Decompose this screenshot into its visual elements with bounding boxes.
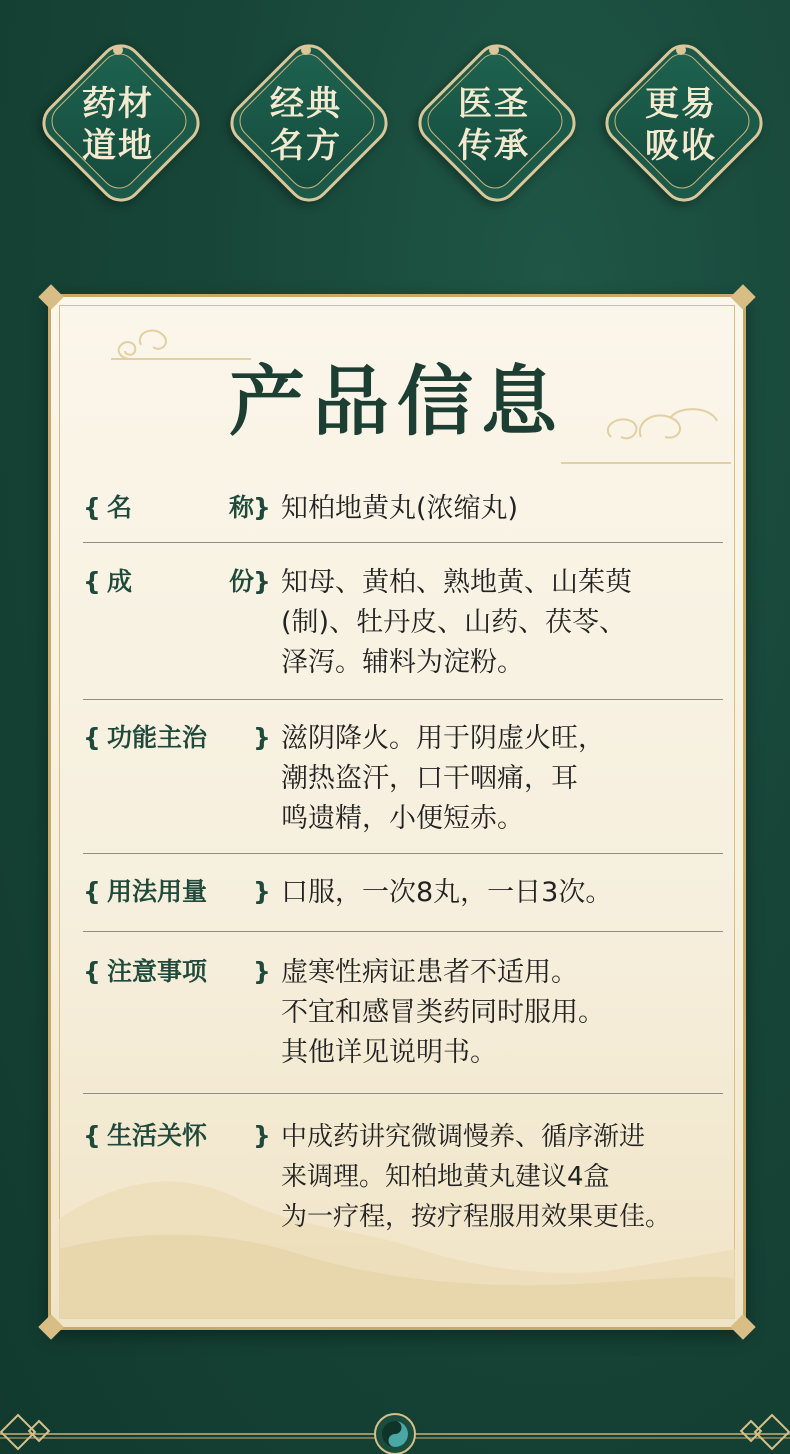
- divider: [83, 542, 723, 543]
- feature-badges: [0, 0, 790, 240]
- row-value: 知柏地黄丸(浓缩丸): [281, 493, 519, 524]
- row-value: 中成药讲究微调慢养、循序渐进 来调理。知柏地黄丸建议4盒 为一疗程，按疗程服用效果更佳。: [281, 1122, 672, 1232]
- bottom-ornament: [0, 1408, 790, 1454]
- badge-line-2: 名方: [270, 126, 342, 166]
- label-char-1: 成: [107, 567, 133, 596]
- divider: [83, 931, 723, 932]
- label-text: 生活关怀: [107, 1121, 208, 1150]
- diamond-ornament-icon: [1, 1415, 49, 1449]
- label-char-2: 份: [229, 567, 255, 596]
- label-char-2: 称: [229, 493, 255, 522]
- label-text: 功能主治: [107, 723, 208, 752]
- badge-line-2: 道地: [82, 126, 154, 166]
- label-char-1: 名: [107, 493, 133, 522]
- card-title: 产品信息: [229, 357, 565, 446]
- product-info-card: 产品信息 { 名 称 } 知柏地黄丸(浓缩丸) { 成 份 } 知母、黄柏、熟地黄、山茱萸 (制)、牡丹皮、山药、茯苓、 泽泻。辅料为淀粉。 { 功能主治 } 滋阴降火。用于阴虚火旺， 潮热盗汗，口干咽痛，耳 鸣遗精，小便短赤。 { 用法用量 } 口服，一次8丸，一日3次。 { 注意事项 } 虚寒性病证患者不适用。 不宜和感冒类药同时服用。 其他详见说明书。 { 生活关怀 } 中成药讲究微调慢养、循序渐进 来调理。知柏地黄丸建议4盒 为一疗程，按疗程服用效果更佳。: [48, 294, 746, 1330]
- label-text: 用法用量: [107, 877, 208, 906]
- badge-line-2: 传承: [458, 126, 530, 166]
- badge-line-1: 医圣: [458, 84, 530, 124]
- row-value: 口服，一次8丸，一日3次。: [281, 877, 613, 908]
- badge-line-1: 药材: [82, 84, 154, 124]
- divider: [83, 699, 723, 700]
- badge-absorption: [596, 35, 766, 205]
- row-value: 知母、黄柏、熟地黄、山茱萸 (制)、牡丹皮、山药、茯苓、 泽泻。辅料为淀粉。: [281, 567, 632, 678]
- badge-heritage: [409, 35, 579, 205]
- row-value: 虚寒性病证患者不适用。 不宜和感冒类药同时服用。 其他详见说明书。: [281, 957, 605, 1068]
- badge-line-1: 经典: [270, 84, 342, 124]
- badge-classic-formula: [221, 35, 391, 205]
- divider: [83, 853, 723, 854]
- row-value: 滋阴降火。用于阴虚火旺， 潮热盗汗，口干咽痛，耳 鸣遗精，小便短赤。: [281, 723, 605, 834]
- diamond-ornament-icon: [741, 1415, 789, 1449]
- yin-yang-icon: [375, 1414, 415, 1454]
- badge-authentic-herbs: [33, 35, 203, 205]
- badge-line-1: 更易: [645, 84, 717, 124]
- divider: [83, 1093, 723, 1094]
- label-text: 注意事项: [107, 957, 208, 986]
- badge-line-2: 吸收: [645, 126, 717, 166]
